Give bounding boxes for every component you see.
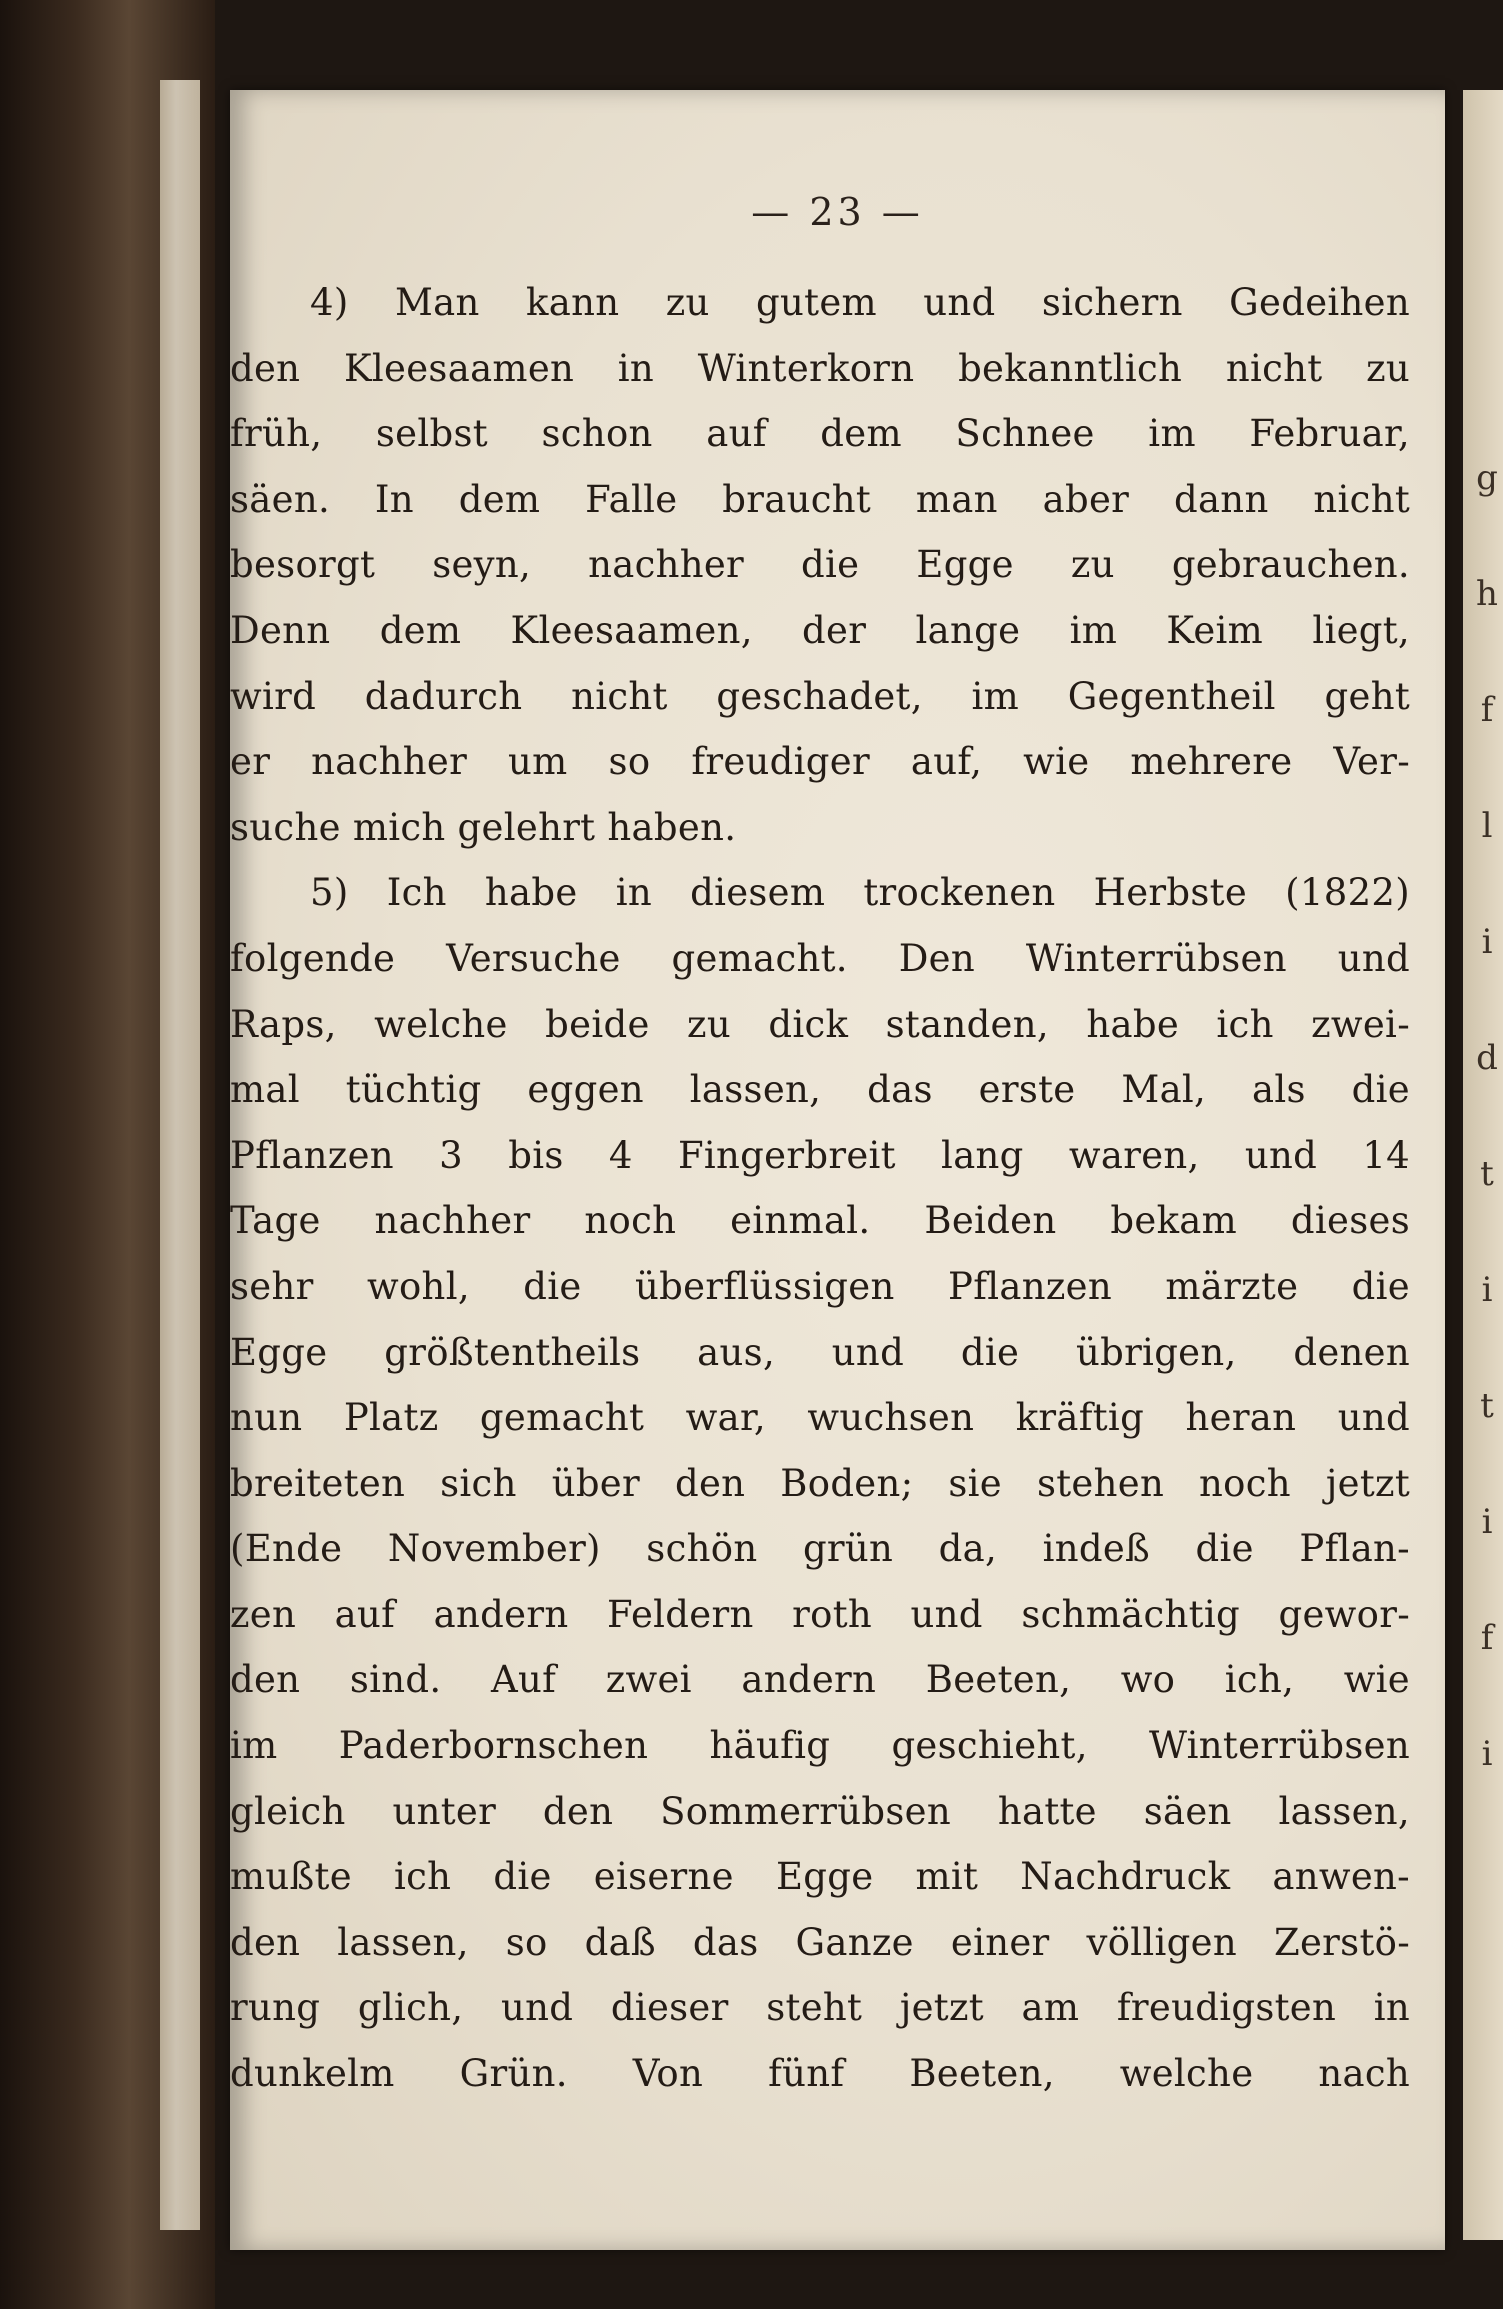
text-line: er nachher um so freudiger auf, wie mehrere Ver-	[230, 740, 1410, 784]
text-line: wird dadurch nicht geschadet, im Gegentheil geht	[230, 674, 1410, 718]
next-letter: i	[1481, 922, 1493, 962]
text-line: 5) Ich habe in diesem trockenen Herbste (1822)	[310, 871, 1410, 915]
next-page-letters	[1475, 420, 1499, 1812]
text-line: (Ende November) schön grün da, indeß die Pflan-	[230, 1527, 1410, 1571]
next-letter: t	[1480, 1386, 1494, 1426]
next-letter: i	[1481, 1270, 1493, 1310]
text-line: mußte ich die eiserne Egge mit Nachdruck anwen-	[230, 1855, 1410, 1899]
text-line: gleich unter den Sommerrübsen hatte säen lassen,	[230, 1789, 1410, 1833]
text-line: nun Platz gemacht war, wuchsen kräftig heran und	[230, 1396, 1410, 1440]
next-letter: d	[1476, 1038, 1498, 1078]
text-line: säen. In dem Falle braucht man aber dann nicht	[230, 477, 1410, 521]
next-letter: f	[1480, 1618, 1494, 1658]
text-line: mal tüchtig eggen lassen, das erste Mal, als die	[230, 1068, 1410, 1112]
text-line: den lassen, so daß das Ganze einer völligen Zerstö-	[230, 1920, 1410, 1964]
page-number: — 23 —	[751, 190, 924, 234]
text-line: früh, selbst schon auf dem Schnee im Februar,	[230, 412, 1410, 456]
text-line: im Paderbornschen häufig geschieht, Winterrübsen	[230, 1724, 1410, 1768]
next-letter: t	[1480, 1154, 1494, 1194]
text-line: Raps, welche beide zu dick standen, habe ich zwei-	[230, 1002, 1410, 1046]
book-binding	[0, 0, 215, 2309]
text-line: zen auf andern Feldern roth und schmächtig gewor-	[230, 1592, 1410, 1636]
next-letter: g	[1476, 458, 1498, 498]
page-text	[230, 270, 1410, 2107]
text-line: suche mich gelehrt haben.	[230, 805, 737, 849]
text-line: besorgt seyn, nachher die Egge zu gebrauchen.	[230, 543, 1410, 587]
next-page-edge	[1463, 90, 1503, 2240]
next-letter: h	[1476, 574, 1498, 614]
text-line: den Kleesaamen in Winterkorn bekanntlich nicht zu	[230, 346, 1410, 390]
text-line: Denn dem Kleesaamen, der lange im Keim liegt,	[230, 608, 1410, 652]
text-line: Egge größtentheils aus, und die übrigen, denen	[230, 1330, 1410, 1374]
text-line: rung glich, und dieser steht jetzt am freudigsten in	[230, 1986, 1410, 2030]
text-line: breiteten sich über den Boden; sie stehen noch jetzt	[230, 1461, 1410, 1505]
text-line: folgende Versuche gemacht. Den Winterrübsen und	[230, 936, 1410, 980]
text-line: den sind. Auf zwei andern Beeten, wo ich, wie	[230, 1658, 1410, 1702]
next-letter: i	[1481, 1734, 1493, 1774]
text-line: Tage nachher noch einmal. Beiden bekam dieses	[230, 1199, 1410, 1243]
text-line: Pflanzen 3 bis 4 Fingerbreit lang waren, und 14	[230, 1133, 1410, 1177]
next-letter: i	[1481, 1502, 1493, 1542]
text-line: dunkelm Grün. Von fünf Beeten, welche nach	[230, 2052, 1410, 2096]
next-letter: f	[1480, 690, 1494, 730]
text-line: sehr wohl, die überflüssigen Pflanzen märzte die	[230, 1264, 1410, 1308]
next-letter: l	[1481, 806, 1493, 846]
text-line: 4) Man kann zu gutem und sichern Gedeihen	[310, 281, 1410, 324]
